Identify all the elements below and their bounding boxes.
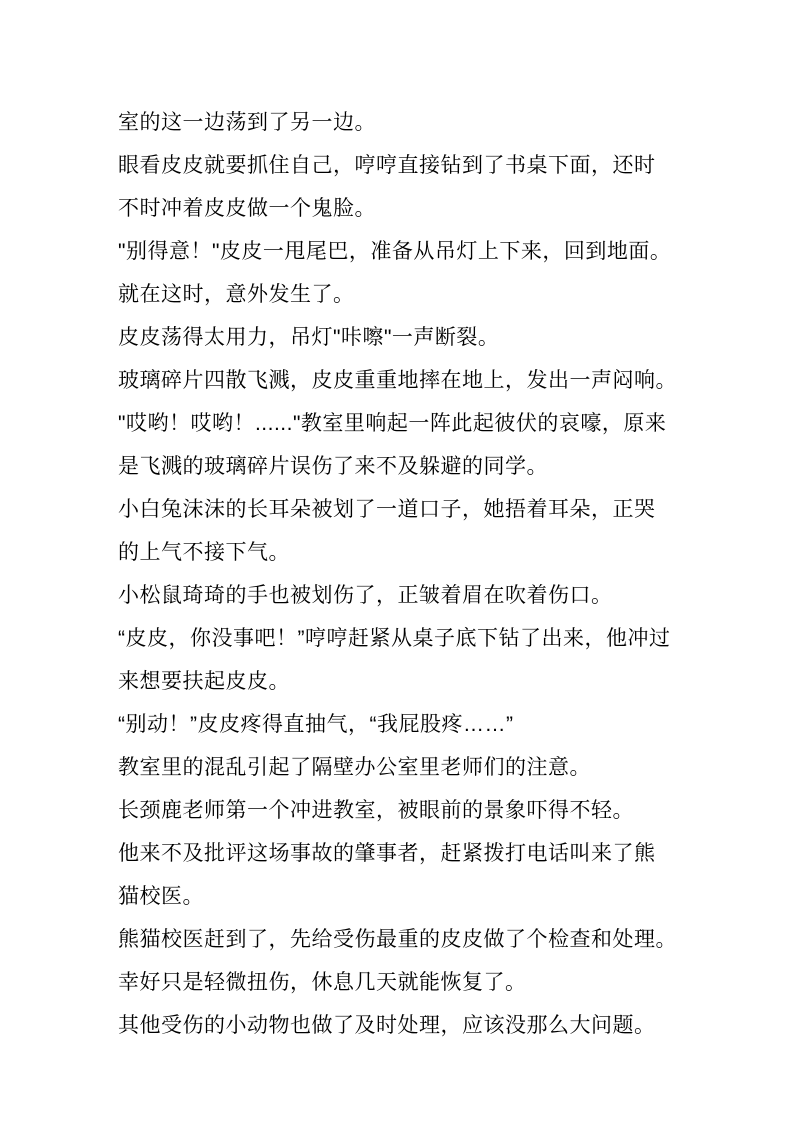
- text-line: 室的这一边荡到了另一边。: [118, 111, 376, 134]
- text-line: 猫校医。: [118, 885, 204, 908]
- text-line: 不时冲着皮皮做一个鬼脸。: [118, 197, 376, 220]
- text-line: 熊猫校医赶到了，先给受伤最重的皮皮做了个检查和处理。: [118, 928, 677, 951]
- text-line: 小松鼠琦琦的手也被划伤了，正皱着眉在吹着伤口。: [118, 584, 613, 607]
- text-line: "哎哟！哎哟！......"教室里响起一阵此起彼伏的哀嚎，原来: [118, 412, 667, 435]
- text-line: 就在这时，意外发生了。: [118, 283, 355, 306]
- text-line: 的上气不接下气。: [118, 541, 290, 564]
- text-line: “别动！”皮皮疼得直抽气，“我屁股疼……”: [118, 713, 514, 736]
- text-line: "别得意！"皮皮一甩尾巴，准备从吊灯上下来，回到地面。: [118, 240, 672, 263]
- text-line: 玻璃碎片四散飞溅，皮皮重重地摔在地上，发出一声闷响。: [118, 369, 677, 392]
- text-line: 眼看皮皮就要抓住自己，哼哼直接钻到了书桌下面，还时: [118, 154, 656, 177]
- text-line: 小白兔沫沫的长耳朵被划了一道口子，她捂着耳朵，正哭: [118, 498, 656, 521]
- text-line: 教室里的混乱引起了隔壁办公室里老师们的注意。: [118, 756, 591, 779]
- text-line: 其他受伤的小动物也做了及时处理，应该没那么大问题。: [118, 1014, 656, 1037]
- text-line: 长颈鹿老师第一个冲进教室，被眼前的景象吓得不轻。: [118, 799, 634, 822]
- story-text-block: [118, 101, 698, 1047]
- text-line: 他来不及批评这场事故的肇事者，赶紧拨打电话叫来了熊: [118, 842, 656, 865]
- text-line: 来想要扶起皮皮。: [118, 670, 290, 693]
- text-line: “皮皮，你没事吧！”哼哼赶紧从桌子底下钻了出来，他冲过: [118, 627, 671, 650]
- text-line: 幸好只是轻微扭伤，休息几天就能恢复了。: [118, 971, 527, 994]
- text-line: 皮皮荡得太用力，吊灯"咔嚓"一声断裂。: [118, 326, 500, 349]
- text-line: 是飞溅的玻璃碎片误伤了来不及躲避的同学。: [118, 455, 548, 478]
